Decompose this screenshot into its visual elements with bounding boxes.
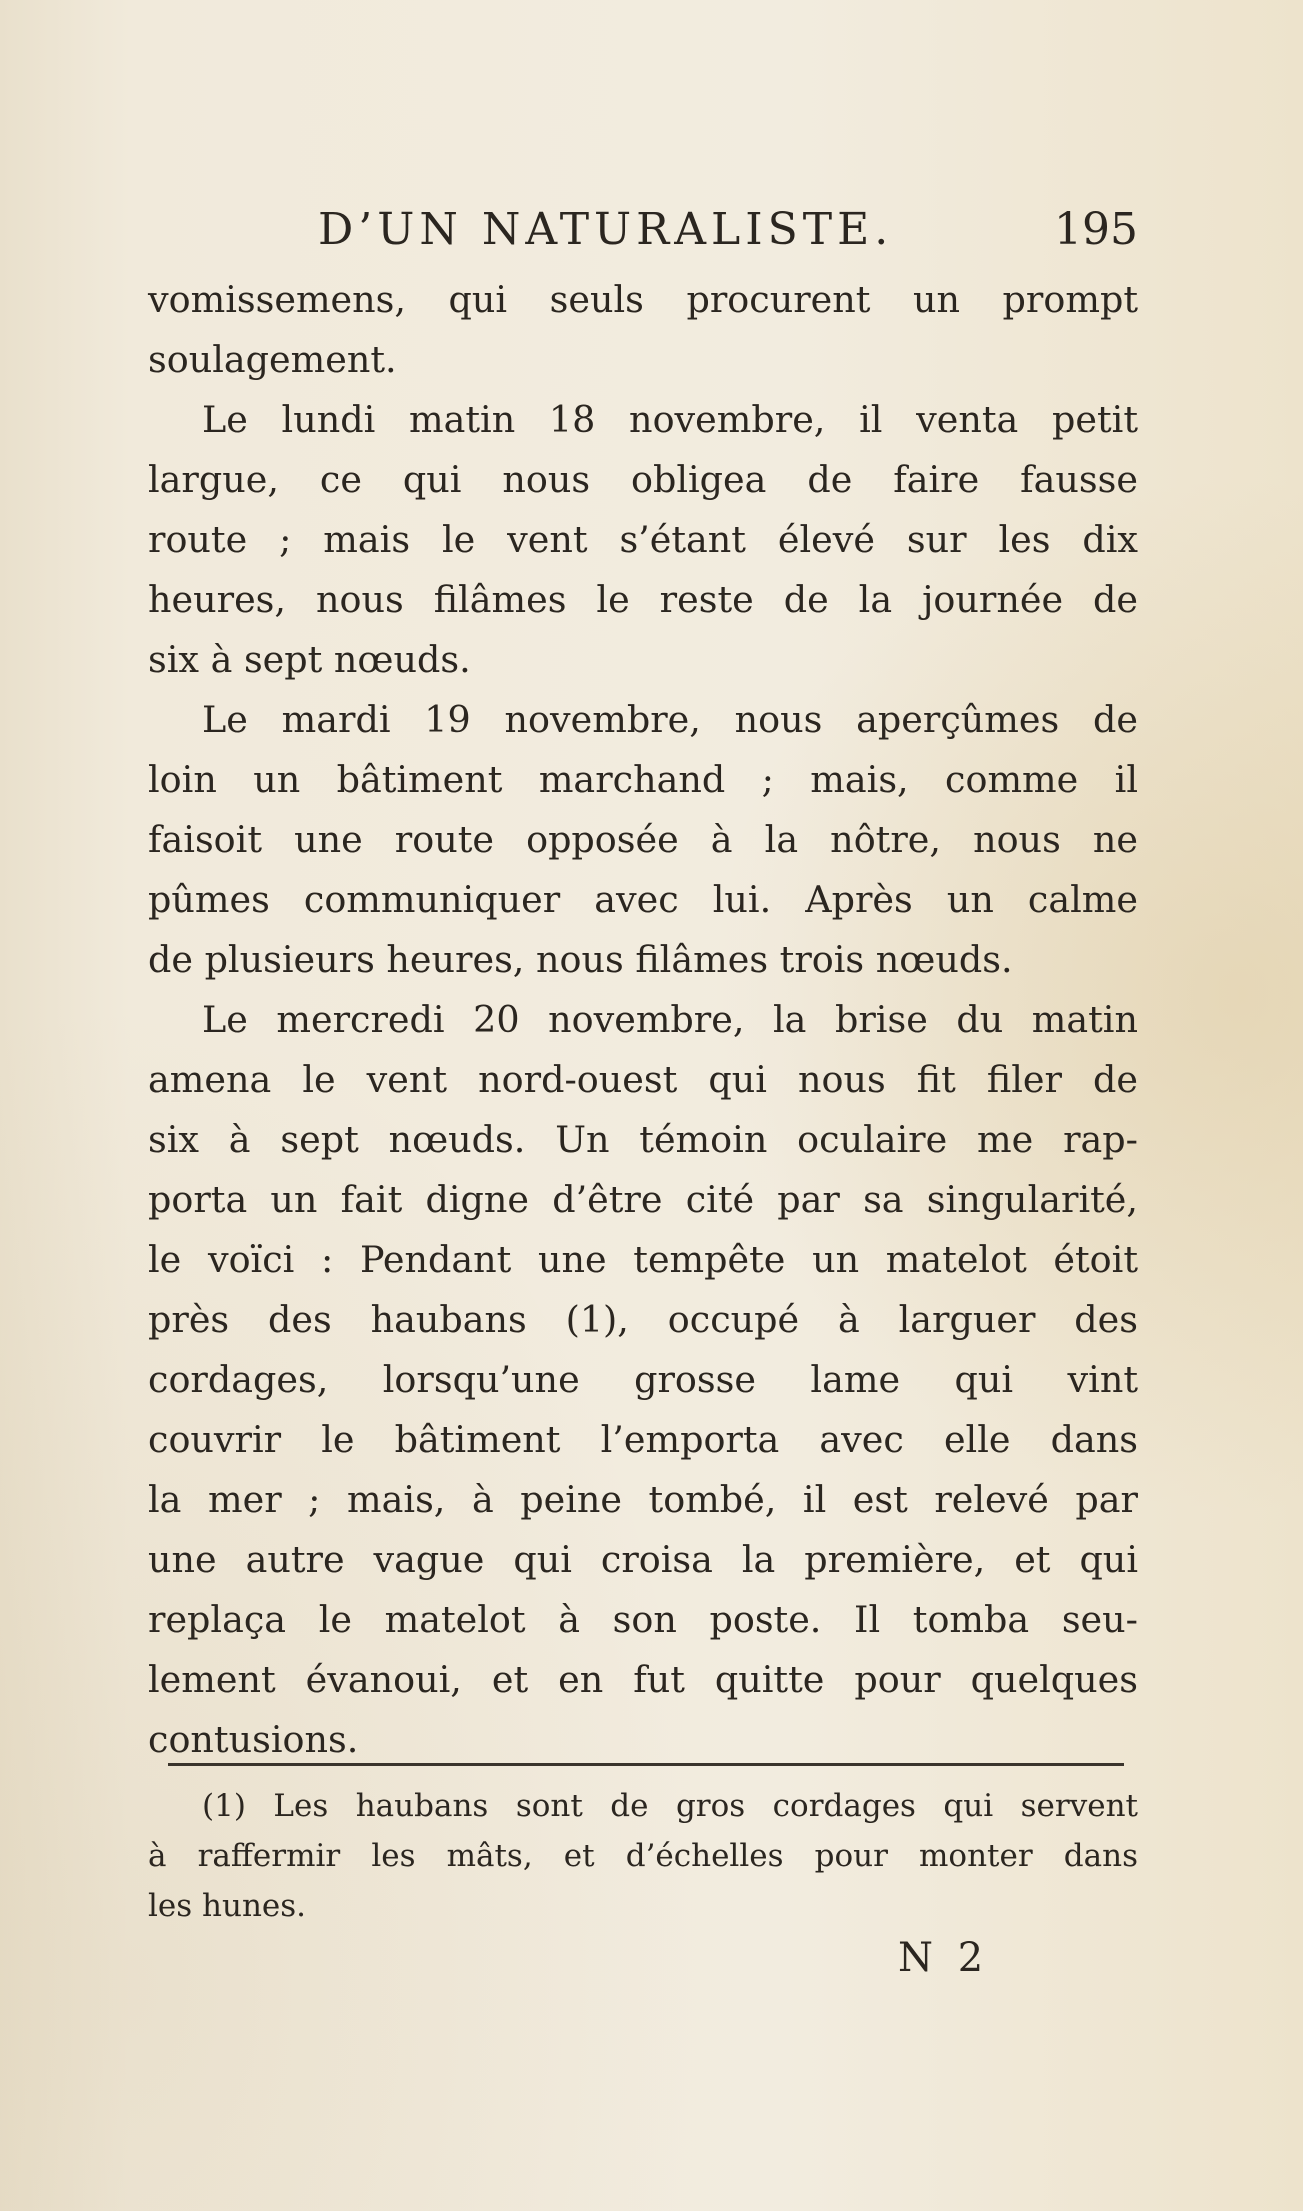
- footnote-divider: [168, 1763, 1124, 1766]
- text-line: amena le vent nord-ouest qui nous fit filer de: [148, 1058, 1138, 1101]
- text-line: heures, nous filâmes le reste de la journée de: [148, 578, 1138, 621]
- footnote-line: (1) Les haubans sont de gros cordages qui servent: [202, 1788, 1138, 1824]
- body-text: [148, 270, 1138, 1770]
- text-line: de plusieurs heures, nous filâmes trois nœuds.: [148, 938, 1013, 981]
- paragraph-start-line: Le mardi 19 novembre, nous aperçûmes de: [202, 698, 1138, 741]
- text-line: replaça le matelot à son poste. Il tomba seu-: [148, 1598, 1138, 1641]
- text-line: largue, ce qui nous obligea de faire fausse: [148, 458, 1138, 501]
- text-line: loin un bâtiment marchand ; mais, comme il: [148, 758, 1138, 801]
- text-line: couvrir le bâtiment l’emporta avec elle dans: [148, 1418, 1138, 1461]
- page-number: 195: [1054, 204, 1138, 255]
- text-line: six à sept nœuds. Un témoin oculaire me rap-: [148, 1118, 1138, 1161]
- text-line: lement évanoui, et en fut quitte pour quelques: [148, 1658, 1138, 1701]
- running-head: [148, 200, 1138, 260]
- text-line: pûmes communiquer avec lui. Après un calme: [148, 878, 1138, 921]
- text-line: porta un fait digne d’être cité par sa singularité,: [148, 1178, 1138, 1221]
- text-line: le voïci : Pendant une tempête un matelot étoit: [148, 1238, 1138, 1281]
- text-line: soulagement.: [148, 338, 397, 381]
- text-line: la mer ; mais, à peine tombé, il est relevé par: [148, 1478, 1138, 1521]
- text-line: une autre vague qui croisa la première, et qui: [148, 1538, 1138, 1581]
- paragraph-start-line: Le lundi matin 18 novembre, il venta petit: [202, 398, 1138, 441]
- text-line: près des haubans (1), occupé à larguer des: [148, 1298, 1138, 1341]
- text-line: cordages, lorsqu’une grosse lame qui vint: [148, 1358, 1138, 1401]
- footnote-line: les hunes.: [148, 1888, 307, 1924]
- text-line: contusions.: [148, 1718, 359, 1761]
- paragraph-start-line: Le mercredi 20 novembre, la brise du matin: [202, 998, 1138, 1041]
- text-line: vomissemens, qui seuls procurent un prompt: [148, 278, 1138, 321]
- footnote-line: à raffermir les mâts, et d’échelles pour monter dans: [148, 1838, 1138, 1874]
- text-line: six à sept nœuds.: [148, 638, 471, 681]
- text-line: faisoit une route opposée à la nôtre, nous ne: [148, 818, 1138, 861]
- signature-mark: N 2: [898, 1935, 990, 1981]
- footnote: [148, 1781, 1138, 1931]
- text-line: route ; mais le vent s’étant élevé sur les dix: [148, 518, 1138, 561]
- running-title: D’UN NATURALISTE.: [318, 204, 894, 255]
